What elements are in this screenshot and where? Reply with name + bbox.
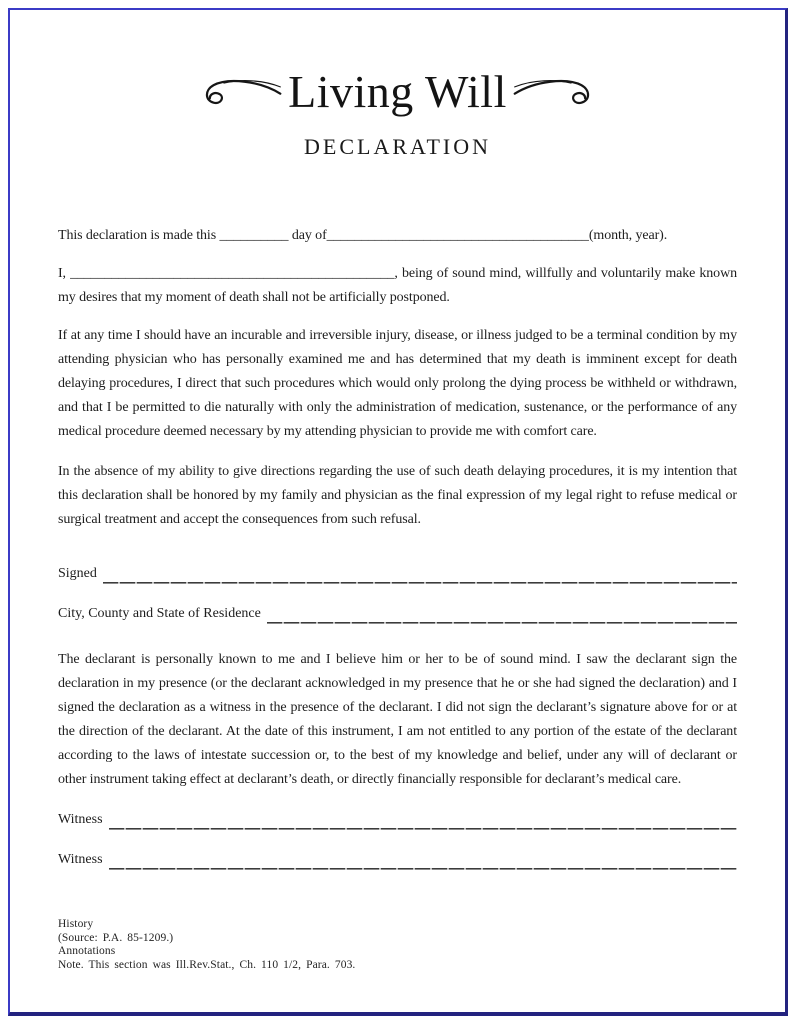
page-border-frame <box>8 8 788 1016</box>
residence-label: City, County and State of Residence <box>58 606 261 621</box>
signed-row <box>58 562 737 586</box>
declaration-date-line: This declaration is made this __________ day of______________________________________(month, year). <box>58 228 668 243</box>
witness-attestation-paragraph: The declarant is personally known to me and I believe him or her to be of sound mind. I saw the declarant sign the declaration in my presence (or the declarant acknowledged in my presence that he or she had signed the declaration) and I signed the declaration as a witness in the presence of the declarant. I did not sign the declarant’s signature above for or at the direction of the declarant. At the date of this instrument, I am not entitled to any portion of the estate of the declarant according to the laws of intestate succession or, to the best of my knowledge and belief, under any will of declarant or other instrument taking effect at declarant’s death, or directly financially responsible for declarant’s medical care. <box>58 652 737 787</box>
residence-blank-line <box>267 606 737 626</box>
history-label: History <box>58 918 94 930</box>
witness-1-label: Witness <box>58 812 103 827</box>
witness-blank-line-2 <box>109 852 737 872</box>
document-header <box>58 68 737 160</box>
witness-blank-line-1 <box>109 812 737 832</box>
document-subtitle: DECLARATION <box>304 134 491 159</box>
residence-row <box>58 602 737 626</box>
witness-row-1 <box>58 808 737 832</box>
terminal-condition-paragraph: If at any time I should have an incurable and irreversible injury, disease, or illness judged to be a terminal condition by my attending physician who has personally examined me and has determined that my death is imminent except for death delaying procedures, I direct that such procedures which would only prolong the dying process be withheld or withdrawn, and that I be permitted to die naturally with only the administration of medication, sustenance, or the performance of any medical procedure deemed necessary by my attending physician to provide me with comfort care. <box>58 328 737 439</box>
signed-label: Signed <box>58 566 97 581</box>
statute-note-line: Note. This section was Ill.Rev.Stat., Ch. 110 1/2, Para. 703. <box>58 958 356 971</box>
document-title-row <box>58 68 737 116</box>
witness-2-label: Witness <box>58 852 103 867</box>
annotations-label: Annotations <box>58 945 116 957</box>
document-body <box>58 224 737 872</box>
right-flourish-icon <box>513 74 595 110</box>
document-title: Living Will <box>288 66 507 117</box>
declarant-statement-paragraph: I, _______________________________________________, being of sound mind, willfully and voluntarily make known my desires that my moment of death shall not be artificially postponed. <box>58 266 737 305</box>
left-flourish-icon <box>200 74 282 110</box>
statute-footer <box>58 918 355 972</box>
signed-blank-line <box>103 566 737 586</box>
witness-row-2 <box>58 848 737 872</box>
intention-paragraph: In the absence of my ability to give directions regarding the use of such death delaying procedures, it is my intention that this declaration shall be honored by my family and physician as the final expression of my legal right to refuse medical or surgical treatment and accept the consequences from such refusal. <box>58 464 737 527</box>
source-citation-line: (Source: P.A. 85-1209.) <box>58 931 174 944</box>
